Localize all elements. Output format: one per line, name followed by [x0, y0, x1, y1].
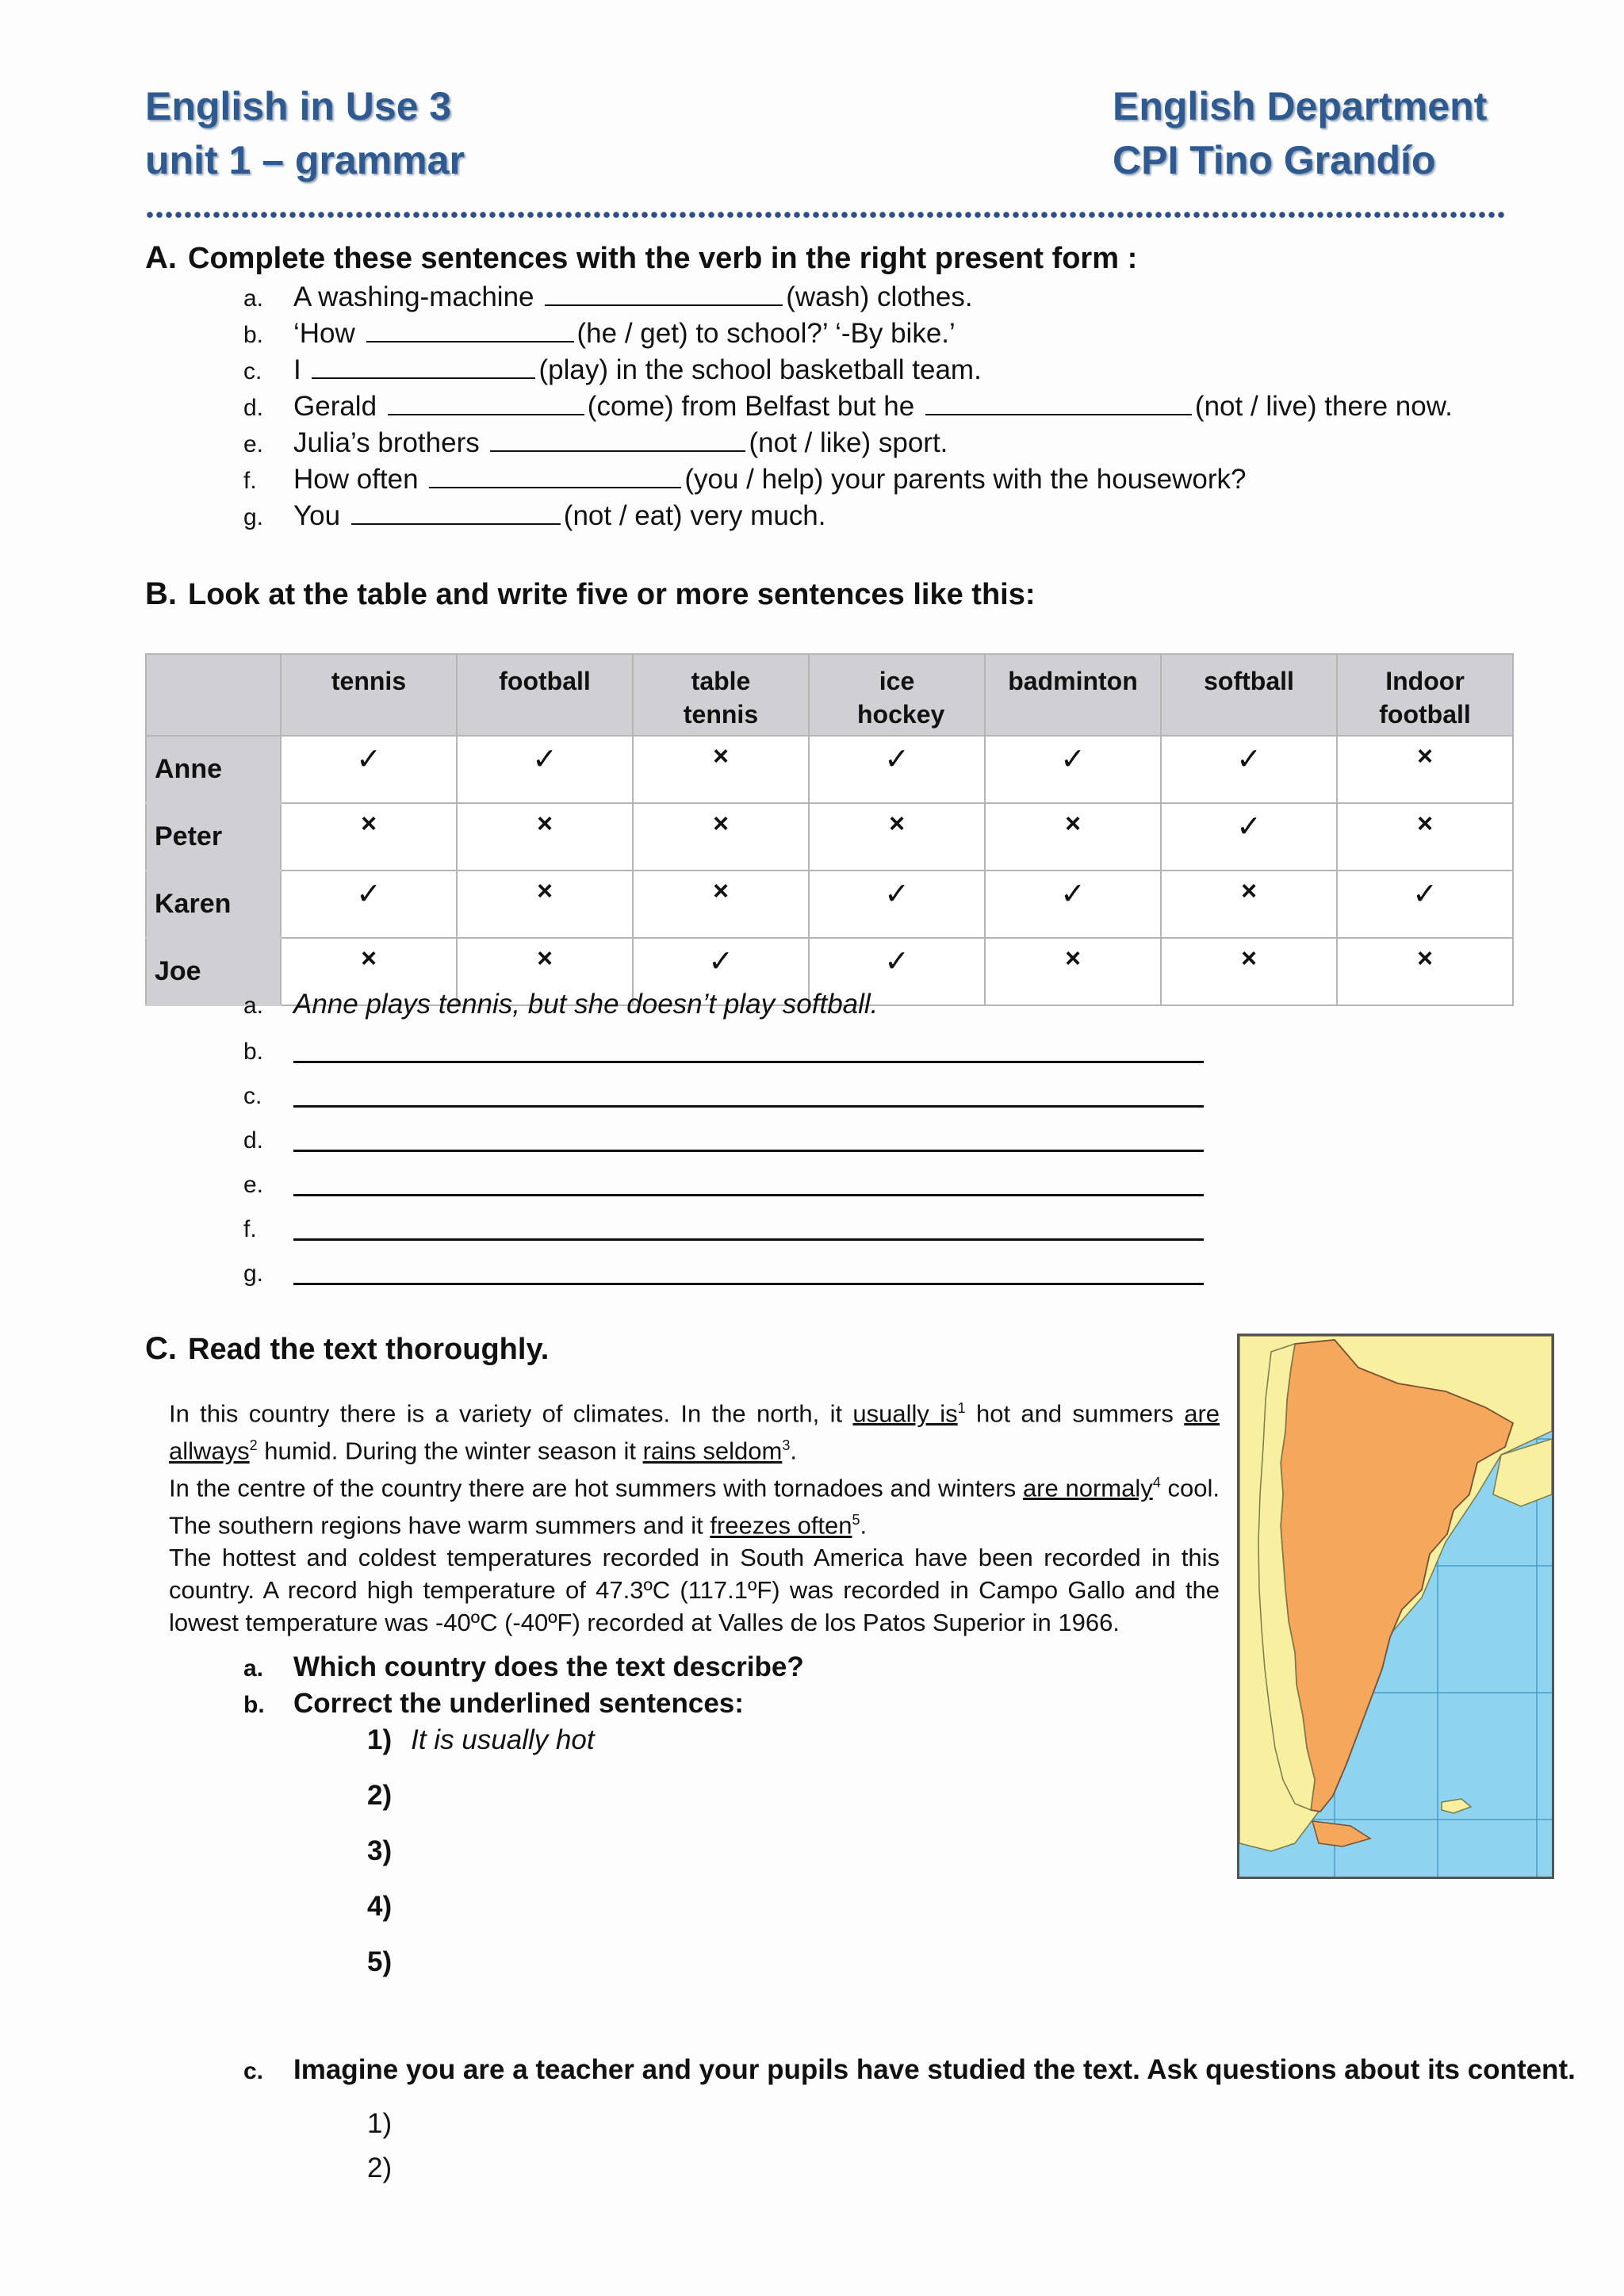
row-name: Anne [146, 736, 281, 803]
column-header: table tennis [633, 654, 809, 736]
check-icon: ✓ [281, 871, 457, 938]
cross-icon: × [809, 803, 985, 871]
question-a: a. Which country does the text describe? [243, 1651, 804, 1682]
line-label: f. [243, 1216, 257, 1242]
line-label: d. [243, 1127, 264, 1154]
cross-icon: × [457, 871, 633, 938]
cross-icon: × [1337, 938, 1513, 1005]
row-name: Joe [146, 938, 281, 1005]
cross-icon: × [633, 803, 809, 871]
question-number: 1) [367, 2108, 393, 2139]
check-icon: ✓ [985, 871, 1161, 938]
answer-blank[interactable] [429, 460, 681, 488]
exercise-a-item: d. Gerald (come) from Belfast but he (not / live) there now. [243, 387, 1453, 427]
text-paragraph: In this country there is a variety of climates. In the north, it usually $is^1$ hot and summers are allways$^2$ humid. During the winter season it rains seldom$^3$. [169, 1399, 1220, 1465]
column-header: football [457, 654, 633, 736]
section-c-title: C. Read the text thoroughly. [145, 1331, 550, 1366]
sports-table [145, 653, 1514, 1006]
table-row [146, 871, 1513, 938]
check-icon: ✓ [281, 736, 457, 803]
check-icon: ✓ [1161, 736, 1337, 803]
answer-blank[interactable] [351, 496, 561, 525]
cross-icon: × [633, 871, 809, 938]
answer-blank[interactable] [545, 277, 783, 306]
example-sentence: a. Anne plays tennis, but she doesn’t play softball. [243, 989, 879, 1020]
answer-blank[interactable] [388, 387, 584, 415]
check-icon: ✓ [1337, 871, 1513, 938]
check-icon: ✓ [1161, 803, 1337, 871]
row-name: Peter [146, 803, 281, 871]
table-header-row [146, 654, 1513, 736]
exercise-a-item: e. Julia’s brothers (not / like) sport. [243, 423, 948, 463]
column-header: tennis [281, 654, 457, 736]
line-label: c. [243, 1083, 262, 1109]
exercise-a-item: b. ‘How (he / get) to school?’ ‘-By bike.’ [243, 314, 956, 354]
question-number: 2) [367, 2152, 393, 2183]
page-header [145, 79, 1505, 190]
answer-blank[interactable] [925, 387, 1192, 415]
exercise-a-item: f. How often (you / help) your parents with the housework? [243, 460, 1246, 499]
answer-blank[interactable] [312, 350, 535, 379]
tierra-del-fuego [1312, 1821, 1370, 1846]
answer-line[interactable] [293, 1237, 1204, 1241]
text-paragraph: The hottest and coldest temperatures recorded in South America have been recorded in this country. A record high temperature of 47.3ºC (117.1ºF) was recorded in Campo Gallo and the lowest temperature was -40ºC (-40ºF) recorded at Valles de los Patos Superior in 1966. [169, 1544, 1220, 1636]
check-icon: ✓ [809, 938, 985, 1005]
check-icon: ✓ [809, 871, 985, 938]
row-name: Karen [146, 871, 281, 938]
column-header: softball [1161, 654, 1337, 736]
cross-icon: × [281, 803, 457, 871]
check-icon: ✓ [457, 736, 633, 803]
correction-item: 4) [367, 1891, 393, 1922]
falkland-islands [1442, 1799, 1471, 1813]
check-icon: ✓ [809, 736, 985, 803]
exercise-a-item: c. I (play) in the school basketball team. [243, 350, 982, 390]
argentina-region [1281, 1340, 1513, 1812]
check-icon: ✓ [633, 938, 809, 1005]
argentina-map [1237, 1334, 1554, 1879]
cross-icon: × [985, 803, 1161, 871]
answer-line[interactable] [293, 1104, 1204, 1108]
answer-line[interactable] [293, 1281, 1204, 1285]
answer-blank[interactable] [366, 314, 574, 342]
question-b: b. Correct the underlined sentences: [243, 1688, 744, 1719]
cross-icon: × [281, 938, 457, 1005]
column-header: badminton [985, 654, 1161, 736]
cross-icon: × [633, 736, 809, 803]
cross-icon: × [985, 938, 1161, 1005]
check-icon: ✓ [985, 736, 1161, 803]
cross-icon: × [457, 938, 633, 1005]
line-label: b. [243, 1039, 264, 1065]
answer-line[interactable] [293, 1148, 1204, 1152]
correction-item: 2) [367, 1780, 393, 1811]
correction-item: 3) [367, 1835, 393, 1866]
cross-icon: × [457, 803, 633, 871]
dotted-divider [145, 209, 1505, 220]
table-corner [146, 654, 281, 736]
question-c: c. Imagine you are a teacher and your pupils have studied the text. Ask questions about its content. [243, 2054, 1576, 2085]
column-header: ice hockey [809, 654, 985, 736]
section-b-title: B. Look at the table and write five or more sentences like this: [145, 576, 1036, 611]
answer-line[interactable] [293, 1059, 1204, 1063]
exercise-a-item: g. You (not / eat) very much. [243, 496, 825, 536]
exercise-a-item: a. A washing-machine (wash) clothes. [243, 277, 973, 317]
cross-icon: × [1161, 938, 1337, 1005]
cross-icon: × [1337, 803, 1513, 871]
cross-icon: × [1161, 871, 1337, 938]
line-label: e. [243, 1172, 264, 1198]
cross-icon: × [1337, 736, 1513, 803]
answer-blank[interactable] [490, 423, 745, 452]
map-graphic [1239, 1336, 1552, 1877]
text-paragraph: In the centre of the country there are hot summers with tornadoes and winters are normaly$^4$ cool. The southern regions have warm summers and it freezes often$^5$. [169, 1474, 1220, 1540]
section-a-title: A. Complete these sentences with the verb in the right present form : [145, 240, 1138, 275]
column-header: Indoor football [1337, 654, 1513, 736]
answer-line[interactable] [293, 1192, 1204, 1196]
correction-item: 5) [367, 1946, 393, 1977]
correction-item: 1) It is usually hot [367, 1724, 595, 1755]
line-label: g. [243, 1261, 264, 1287]
table-row [146, 803, 1513, 871]
course-title: English in Use 3 unit 1 – grammar [145, 84, 465, 182]
school-name: English Department CPI Tino Grandío [1113, 84, 1488, 182]
table-row [146, 736, 1513, 803]
